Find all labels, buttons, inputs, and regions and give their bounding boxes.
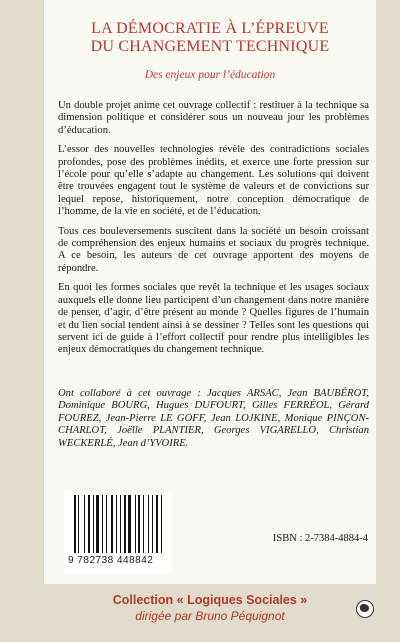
barcode-bar — [80, 495, 82, 553]
barcode-bar — [104, 495, 105, 553]
barcode-bar — [118, 495, 120, 553]
barcode-bar — [161, 495, 162, 553]
barcode-bar — [150, 495, 152, 553]
barcode-bar — [132, 495, 134, 553]
globe-logo-icon — [356, 600, 374, 618]
barcode-bar — [102, 495, 104, 553]
barcode-bar — [156, 495, 158, 553]
paragraph-4: En quoi les formes sociales que revêt la technique et les usages sociaux auxquels elle donne lieu participent d’un changement dans notre manière de penser, d’agir, d’être présent au monde ? Quelles figures de l’humain et du lien social tendent ainsi à se dessiner ? Telles sont les questions qui servent ici de guide à l’effort collectif pour rendre plus intelligibles les enjeux démocratiques du changement technique. — [58, 282, 369, 356]
barcode-bar — [91, 495, 92, 553]
barcode-bar — [86, 495, 88, 553]
collection-director: dirigée par Bruno Péquignot — [135, 609, 285, 623]
barcode-bar — [111, 495, 113, 553]
barcode-bar — [74, 495, 76, 553]
isbn-label: ISBN : 2-7384-4884-4 — [272, 533, 368, 544]
barcode-bar — [141, 495, 142, 553]
barcode-bar — [127, 495, 128, 553]
barcode-bar — [84, 495, 85, 553]
title-line-1: LA DÉMOCRATIE À L’ÉPREUVE — [91, 20, 329, 37]
barcode-bar — [135, 495, 136, 553]
contributors-list: Jacques ARSAC, Jean BAUBÉROT, Dominique BOURG, Hugues DUFOURT, Gilles FERRÉOL, Gérard FOUREZ, Jean-Pierre LE GOFF, Jean LOJKINE, Monique PINÇON-CHARLOT, Joëlle PLANTIER, Georges VIGARELLO, Christian WECKERLÉ, Jean d’YVOIRE. — [58, 388, 369, 449]
barcode-bar — [136, 495, 137, 553]
barcode-bar — [122, 495, 123, 553]
barcode-bar — [106, 495, 107, 553]
barcode-bar — [124, 495, 126, 553]
barcode — [64, 491, 172, 573]
barcode-bar — [95, 495, 96, 553]
barcode-bar — [77, 495, 78, 553]
barcode-bar — [145, 495, 147, 553]
paragraph-2: L’essor des nouvelles technologies révèle des contradictions sociales profondes, pose des problèmes inédits, et exerce une forte pression sur l’école pour qu’elle s’adapte au changement. Les solutions qui doivent être trouvées engagent tout le système de valeurs et de convictions sur lequel repose, historiquement, notre conception démocratique de l’homme, de la vie en société, et de l’éducation. — [58, 144, 369, 218]
collection-name: Collection « Logiques Sociales » — [112, 593, 308, 607]
barcode-bar — [93, 495, 94, 553]
barcode-bar — [154, 495, 155, 553]
barcode-digits: 9 782738 448842 — [68, 555, 154, 566]
contributors-block — [58, 388, 369, 450]
barcode-bar — [100, 495, 101, 553]
barcode-bar — [120, 495, 121, 553]
summary-text — [58, 100, 369, 364]
barcode-bar — [96, 495, 98, 553]
barcode-bar — [116, 495, 117, 553]
book-title — [44, 20, 376, 56]
barcode-bar — [78, 495, 79, 553]
barcode-bar — [143, 495, 144, 553]
barcode-bar — [88, 495, 90, 553]
barcode-bar — [128, 495, 130, 553]
contributors-intro: Ont collaboré à cet ouvrage : — [58, 388, 201, 399]
paragraph-1: Un double projet anime cet ouvrage collectif : restituer à la technique sa dimension politique et considérer sous un nouveau jour les problèmes d’éducation. — [58, 100, 369, 136]
book-subtitle: Des enjeux pour l’éducation — [144, 69, 276, 81]
barcode-bar — [152, 495, 153, 553]
barcode-bar — [148, 495, 149, 553]
barcode-bars — [74, 495, 164, 553]
barcode-bar — [108, 495, 110, 553]
barcode-bar — [138, 495, 140, 553]
barcode-bar — [114, 495, 115, 553]
paragraph-3: Tous ces bouleversements suscitent dans la société un besoin croissant de compréhension des enjeux humains et sociaux du progrès technique. A ce besoin, les auteurs de cet ouvrage apportent des moyens de répondre. — [58, 225, 369, 274]
barcode-bar — [163, 495, 164, 553]
barcode-bar — [159, 495, 161, 553]
title-line-2: DU CHANGEMENT TECHNIQUE — [90, 38, 330, 55]
